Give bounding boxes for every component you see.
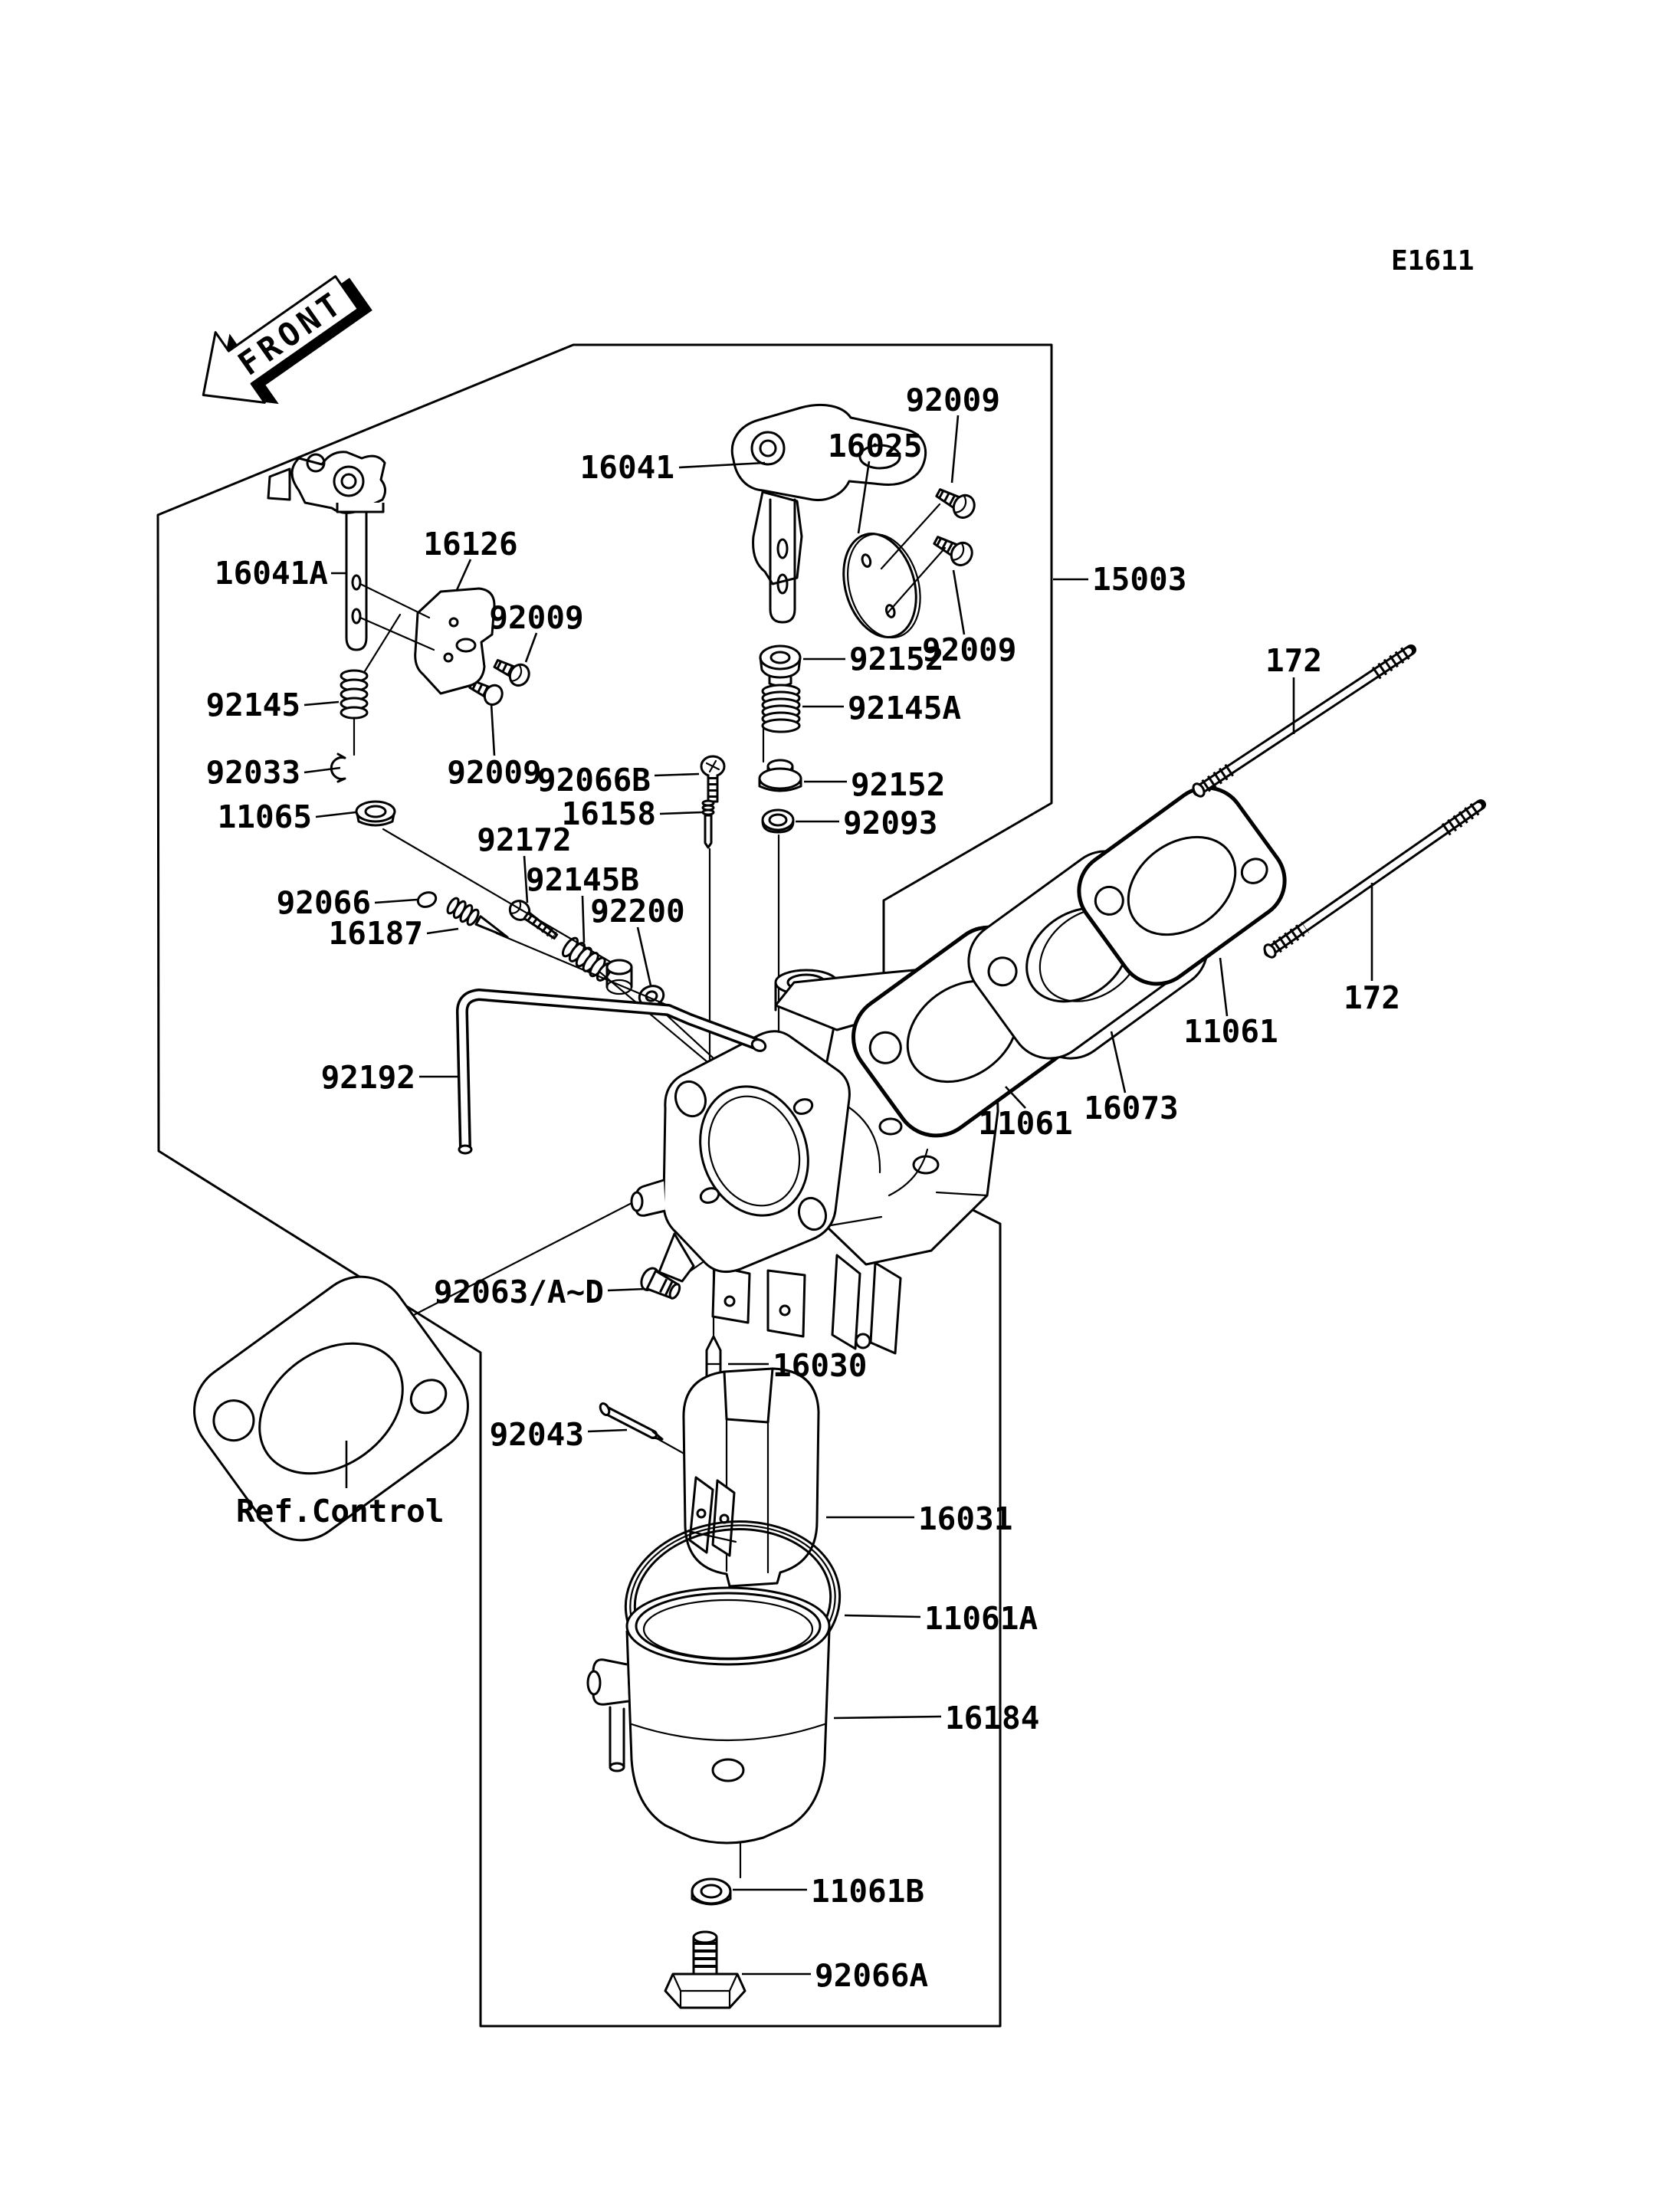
part-label-92192: 92192	[320, 1059, 415, 1096]
front-arrow-text: FRONT	[231, 283, 351, 383]
part-label-92152-2: 92152	[851, 766, 946, 803]
part-label-16030: 16030	[773, 1347, 868, 1384]
leader-16187	[427, 929, 458, 933]
leader-92200	[638, 927, 651, 985]
part-label-11065: 11065	[217, 798, 312, 835]
part-16031-float	[684, 1369, 819, 1586]
part-label-16073: 16073	[1084, 1090, 1179, 1126]
leader-92145B	[582, 896, 584, 943]
part-label-16126: 16126	[423, 526, 518, 562]
part-16158-needle-jet	[703, 801, 714, 848]
part-11065-bushing	[356, 802, 395, 825]
leader-92066B	[655, 774, 699, 776]
part-label-92009-3: 92009	[489, 599, 584, 636]
leader-11061-R	[1220, 958, 1227, 1016]
part-92066A-drain-bolt	[665, 1932, 745, 2008]
leader-16158	[660, 812, 702, 814]
part-92066-oring	[416, 890, 438, 909]
part-11061B-washer	[692, 1879, 730, 1904]
part-16187-pilot-screw	[445, 896, 512, 945]
part-16184-float-bowl	[588, 1588, 829, 1843]
part-16025-choke-valve-plate	[832, 524, 932, 648]
leader-92009-3	[526, 633, 536, 662]
leader-11061A	[845, 1615, 920, 1617]
leader-92145	[304, 702, 339, 705]
part-label-e1611: E1611	[1391, 245, 1475, 277]
part-label-92145B: 92145B	[525, 861, 640, 898]
part-label-92066: 92066	[276, 884, 371, 921]
part-92009-screw-2	[930, 530, 976, 569]
leader-92009-2	[953, 570, 964, 635]
leader-16126	[457, 559, 471, 590]
part-label-16187: 16187	[328, 915, 423, 952]
part-label-15003: 15003	[1092, 561, 1187, 598]
part-label-92033: 92033	[205, 754, 300, 791]
leader-92033	[304, 768, 340, 772]
part-label-11061-L: 11061	[978, 1105, 1073, 1142]
part-label-92066B: 92066B	[536, 762, 651, 798]
leader-16184	[834, 1717, 941, 1718]
part-label-92145A: 92145A	[848, 690, 962, 726]
part-label-16041: 16041	[579, 449, 674, 486]
part-92145-return-spring	[341, 615, 400, 755]
part-label-92172: 92172	[477, 821, 572, 858]
part-label-92009-2: 92009	[922, 631, 1017, 668]
leader-92043	[588, 1430, 627, 1431]
front-direction-arrow	[178, 251, 386, 437]
part-92172-screw	[506, 897, 561, 944]
part-92066B-screw	[701, 756, 724, 802]
leader-92066	[375, 900, 417, 903]
part-92152-grommet-upper	[760, 646, 800, 686]
part-92043-float-pin	[599, 1402, 662, 1439]
leader-92009-4	[491, 703, 494, 756]
part-label-172-2: 172	[1343, 979, 1401, 1016]
part-label-16031: 16031	[918, 1500, 1013, 1537]
part-label-172-1: 172	[1265, 642, 1323, 679]
leader-92063	[608, 1289, 645, 1290]
part-label-92043: 92043	[489, 1416, 584, 1453]
part-label-ref-control: Ref.Control	[236, 1493, 445, 1530]
part-label-11061-R: 11061	[1183, 1013, 1278, 1050]
part-label-92145: 92145	[205, 687, 300, 723]
part-label-11061B: 11061B	[811, 1873, 925, 1910]
part-92093-oring	[763, 810, 793, 832]
part-16126-lever-plate	[415, 589, 494, 694]
part-92009-screw-1	[933, 483, 978, 521]
part-label-16025: 16025	[828, 428, 923, 464]
leader-16073	[1111, 1031, 1125, 1093]
leader-11065	[316, 812, 356, 817]
part-92152-grommet-lower	[760, 760, 801, 791]
leader-92009-1	[952, 415, 958, 483]
part-92145A-spring	[763, 685, 799, 762]
part-label-11061A: 11061A	[924, 1600, 1039, 1637]
part-label-92093: 92093	[843, 805, 938, 841]
part-label-92009-1: 92009	[905, 382, 1000, 418]
part-label-16158: 16158	[561, 795, 656, 832]
part-label-16041A: 16041A	[214, 555, 328, 592]
part-label-92200: 92200	[590, 893, 685, 930]
part-label-92152-1: 92152	[849, 641, 944, 677]
part-label-92066A: 92066A	[815, 1957, 929, 1994]
part-label-92063: 92063/A~D	[433, 1274, 604, 1310]
part-label-16184: 16184	[945, 1700, 1040, 1736]
part-label-92009-4: 92009	[447, 754, 542, 791]
